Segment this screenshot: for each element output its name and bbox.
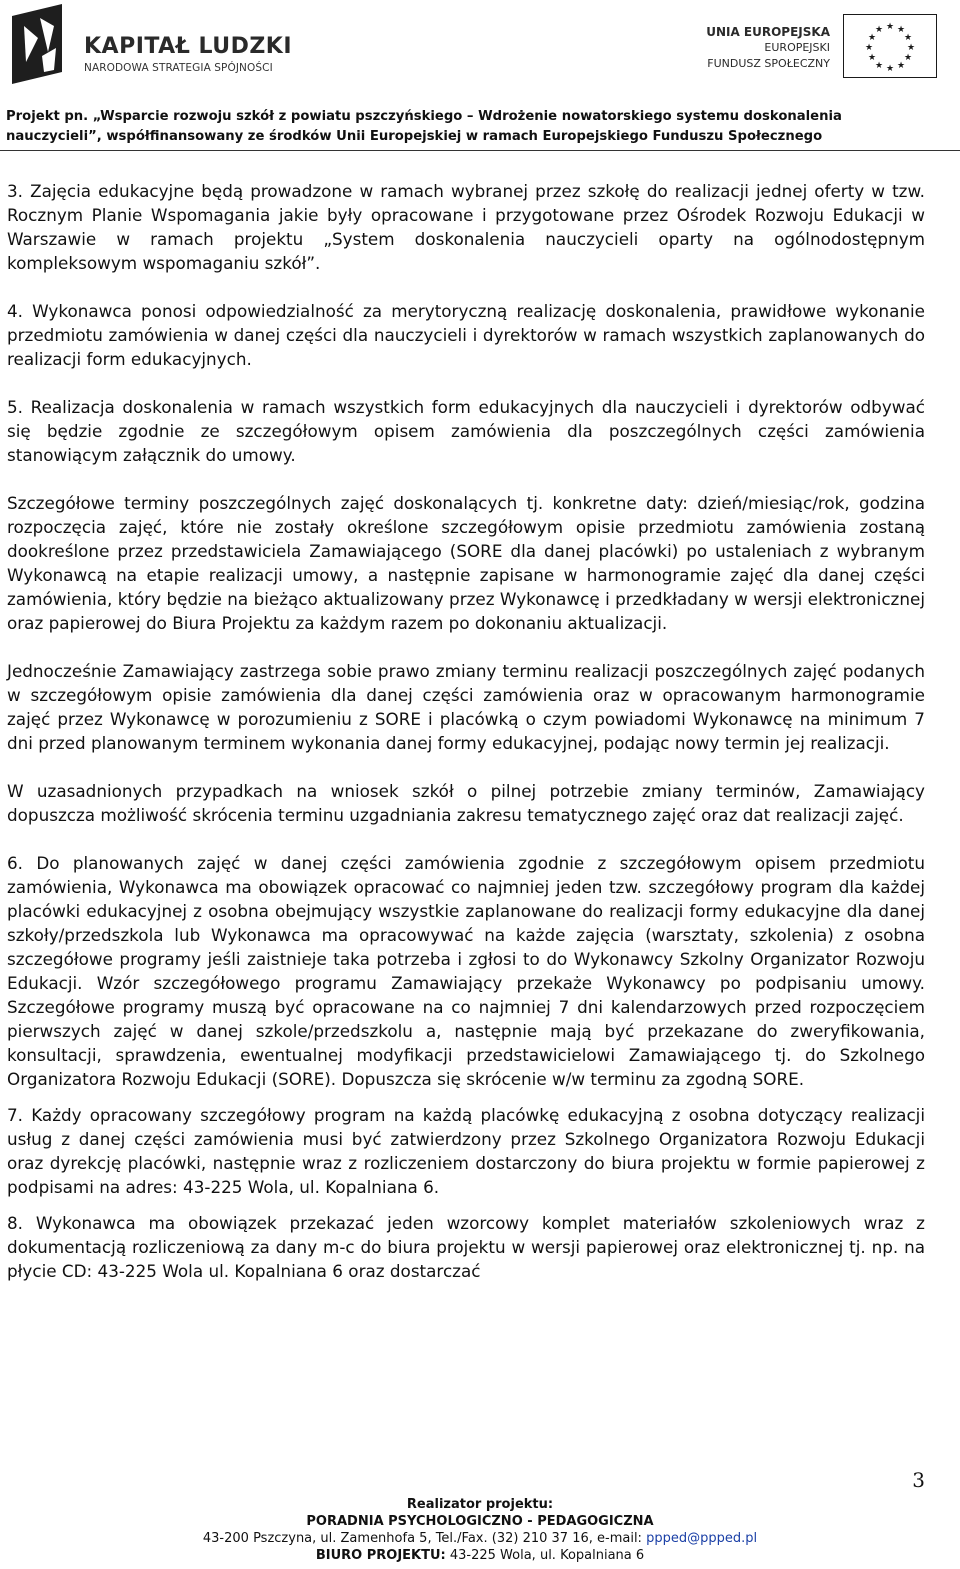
paragraph-jednoczesnie: Jednocześnie Zamawiający zastrzega sobie prawo zmiany terminu realizacji poszczególnych zajęć podanych w szczegółowym opisie zamówienia dla danej części zamówienia oraz w opracowanym harmonogramie zajęć przez Wykonawcę w porozumieniu z SORE i placówką o czym powiadomi Wykonawcę na minimum 7 dni przed planowanym terminem wykonania danej formy edukacyjnej, podając nowy termin jej realizacji. [7,661,925,753]
project-title-line1: Projekt pn. „Wsparcie rozwoju szkół z powiatu pszczyńskiego – Wdrożenie nowatorskiego systemu doskonalenia [6,109,842,124]
eu-logo [690,14,950,84]
document-body [7,179,925,1307]
eu-flag-icon [843,14,937,78]
svg-text:★: ★ [896,25,906,35]
paragraph-4: 4. Wykonawca ponosi odpowiedzialność za merytoryczną realizację doskonalenia, prawidłowe wykonanie przedmiotu zamówienia w danej części dla nauczycieli i dyrektorów w ramach wszystkich zaplanowanych do realizacji form edukacyjnych. [7,301,925,369]
eu-logo-line3: FUNDUSZ SPOŁECZNY [707,57,830,70]
svg-text:★: ★ [896,61,906,71]
footer-email-link[interactable]: ppped@ppped.pl [646,1531,758,1546]
eu-logo-line1: UNIA EUROPEJSKA [706,25,830,39]
paragraph-uzasadnionych: W uzasadnionych przypadkach na wniosek szkół o pilnej potrzebie zmiany terminów, Zamawiający dopuszcza możliwość skrócenia terminu uzgadniania zakresu tematycznego zajęć oraz dat realizacji zajęć. [7,781,925,825]
header-divider [0,150,960,151]
kapital-ludzki-emblem-icon [4,4,76,84]
svg-text:★: ★ [867,33,877,43]
svg-text:★: ★ [885,22,895,32]
kapital-ludzki-logo [4,4,304,84]
page-number: 3 [912,1468,925,1492]
paragraph-8: 8. Wykonawca ma obowiązek przekazać jeden wzorcowy komplet materiałów szkoleniowych wraz z dokumentacją rozliczeniową za dany m-c do biura projektu w wersji papierowej oraz elektronicznej tj. np. na płycie CD: 43-225 Wola ul. Kopalniana 6 oraz dostarczać [7,1213,925,1281]
svg-text:★: ★ [874,25,884,35]
footer-org: PORADNIA PSYCHOLOGICZNO - PEDAGOGICZNA [306,1514,654,1529]
footer-office-label: BIURO PROJEKTU: [315,1548,446,1563]
footer-address: 43-200 Pszczyna, ul. Zamenhofa 5, Tel./Fax. (32) 210 37 16, e-mail: [202,1531,647,1546]
paragraph-7: 7. Każdy opracowany szczegółowy program na każdą placówkę edukacyjną z osobna dotyczący realizacji usług z danej części zamówienia musi być zatwierdzony przez Szkolnego Organizatora Rozwoju Edukacji oraz dyrekcję placówki, następnie wraz z rozliczeniem dostarczony do biura projektu w formie papierowej z podpisami na adres: 43-225 Wola, ul. Kopalniana 6. [7,1105,925,1197]
project-title-line2: nauczycieli”, współfinansowany ze środków Unii Europejskiej w ramach Europejskiego Funduszu Społecznego [6,129,823,144]
paragraph-6: 6. Do planowanych zajęć w danej części zamówienia zgodnie z szczegółowym opisem przedmiotu zamówienia, Wykonawca ma obowiązek opracować co najmniej jeden tzw. szczegółowy program dla każdej placówki edukacyjnej z osobna obejmujący wszystkie zaplanowane do realizacji formy edukacyjne dla danej szkoły/przedszkola lub Wykonawca ma opracowywać na każde zajęcia (warsztaty, szkolenia) z osobna szczegółowe programy jeśli zaistnieje taka potrzeba i zgłosi to do Wykonawcy Szkolny Organizator Rozwoju Edukacji. Wzór szczegółowego programu Zamawiający przekaże Wykonawcy po podpisaniu umowy. Szczegółowe programy muszą być opracowane na co najmniej 7 dni kalendarzowych przed rozpoczęciem pierwszych zajęć w danej szkole/przedszkolu a, następnie mają być przekazane do zweryfikowania, konsultacji, sprawdzenia, ewentualnej modyfikacji przedstawicielowi Zamawiającego tj. do Szkolnego Organizatora Rozwoju Edukacji (SORE). Dopuszcza się skrócenie w/w terminu za zgodną SORE. [7,853,925,1089]
kapital-ludzki-name: KAPITAŁ LUDZKI [84,34,293,59]
eu-logo-text [706,24,830,72]
svg-text:★: ★ [864,43,874,53]
paragraph-3: 3. Zajęcia edukacyjne będą prowadzone w ramach wybranej przez szkołę do realizacji jednej oferty w tzw. Rocznym Planie Wspomagania jakie były opracowane i przygotowane przez Ośrodek Rozwoju Edukacji w Warszawie w ramach projektu „System doskonalenia nauczycieli oparty na ogólnodostępnym kompleksowym wspomaganiu szkół”. [7,181,925,273]
paragraph-terminy: Szczegółowe terminy poszczególnych zajęć doskonalących tj. konkretne daty: dzień/miesiąc/rok, godzina rozpoczęcia zajęć, które nie zostały określone szczegółowym opisie przedmiotu zamówienia zostaną dookreślone przez przedstawiciela Zamawiającego (SORE dla danej placówki) po ustaleniach z wybranym Wykonawcą na etapie realizacji umowy, a następnie zapisane w harmonogramie zajęć dla danej części zamówienia, który będzie na bieżąco aktualizowany przez Wykonawcę i przedkładany w wersji elektronicznej oraz papierowej do Biura Projektu za każdym razem po dokonaniu aktualizacji. [7,493,925,633]
svg-text:★: ★ [906,43,916,53]
paragraph-5: 5. Realizacja doskonalenia w ramach wszystkich form edukacyjnych dla nauczycieli i dyrektorów odbywać się będzie zgodnie ze szczegółowym opisem zamówienia dla poszczególnych części zamówienia stanowiącym załącznik do umowy. [7,397,925,465]
eu-logo-line2: EUROPEJSKI [764,41,830,54]
svg-text:★: ★ [867,53,877,63]
kapital-ludzki-subtitle: NARODOWA STRATEGIA SPÓJNOŚCI [84,62,273,74]
footer-office-address: 43-225 Wola, ul. Kopalniana 6 [445,1548,645,1563]
footer-label: Realizator projektu: [406,1497,554,1512]
page-footer [0,1496,960,1564]
project-title [6,107,956,147]
footer-office-line [0,1547,960,1564]
svg-text:★: ★ [903,53,913,63]
svg-text:★: ★ [874,61,884,71]
footer-address-line [0,1530,960,1547]
page-header [0,0,960,152]
svg-text:★: ★ [903,33,913,43]
svg-text:★: ★ [885,64,895,74]
